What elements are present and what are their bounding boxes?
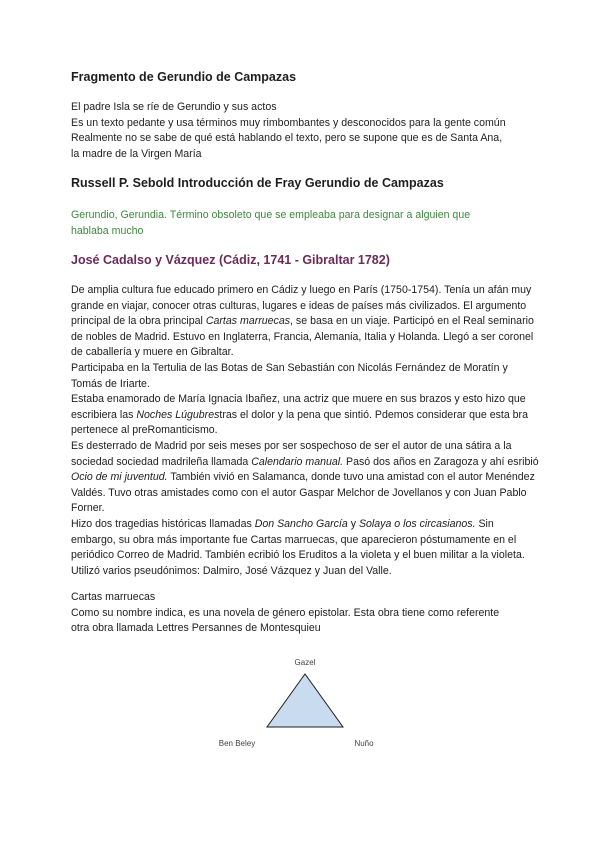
section4-line: Como su nombre indica, es una novela de género epistolar. Esta obra tiene como referente (71, 606, 500, 619)
bio-text: Pasó dos años en Zaragoza y ahí esribió (343, 455, 539, 468)
section4-title: Cartas marruecas (71, 591, 156, 603)
diagram-label-right: Nuño (354, 739, 374, 748)
section1-line: Realmente no se sabe de qué está hablando el texto, pero se supone que es de Santa Ana, (71, 132, 503, 145)
work-title: Don Sancho García (254, 517, 348, 530)
section1-title: Fragmento de Gerundio de Campazas (71, 70, 297, 84)
work-title: Solaya o los circasianos. (358, 517, 476, 530)
work-title: Ocio de mi juventud. (71, 471, 168, 484)
section1-line: Es un texto pedante y usa términos muy rimbombantes y desconocidos para la gente común (71, 116, 506, 129)
bio-text: De amplia cultura fue educado primero en Cádiz y luego en París (1750-1754). Tenía un afán muy grande en viajar, conocer otras culturas, lugares e ideas de países más civilizados. El argumento principal de la obra principal (71, 284, 532, 328)
bio-text: tras el dolor y la pena que sintió. Pdemos considerar que esta bra pertenece al preRomanticismo. (71, 408, 528, 437)
definition-line: Gerundio, Gerundia. Término obsoleto que se empleaba para designar a alguien que (71, 209, 471, 221)
bio-text: Hizo dos tragedias históricas llamadas (71, 517, 255, 530)
section1-line: El padre Isla se ríe de Gerundio y sus actos (71, 101, 277, 113)
bio-text: Sin embargo, su obra más importante fue Cartas marruecas, que aparecieron póstumamente en el periódico Correo de Madrid. También ecribió los Eruditos a la violeta y el buen militar a la violeta. (71, 517, 525, 562)
bio-text: , se basa en un viaje. Participó en el Real seminario de nobles de Madrid. Estuvo en Inglaterra, Francia, Alemania, Italia y Holanda. Llegó a ser coronel de caballería y muere en Gibraltar. (71, 315, 534, 359)
work-title: Calendario manual. (251, 455, 344, 468)
work-title: Noches Lúgubres (136, 408, 220, 421)
bio-text: También vivió en Salamanca, donde tuvo una amistad con el autor Menéndez Valdés. Tuvo otras amistades como con el autor Gaspar Melchor de Jovellanos y con Juan Pablo Forner. (71, 471, 535, 515)
section3-title: José Cadalso y Vázquez (Cádiz, 1741 - Gibraltar 1782) (71, 253, 390, 267)
bio-text: y (347, 517, 359, 530)
bio-text: Es desterrado de Madrid por seis meses por ser sospechoso de ser el autor de una sátira a la sociedad sociedad madrileña llamada (71, 439, 512, 468)
triangle-shape (267, 674, 343, 727)
diagram-label-left: Ben Beley (218, 739, 256, 748)
bio-text: Estaba enamorado de María Ignacia Ibañez, una actriz que muere en sus brazos y esto hizo que escribiera las (71, 393, 526, 421)
bio-text: Participaba en la Tertulia de las Botas de San Sebastián con Nicolás Fernández de Moratín y Tomás de Iriarte. (71, 361, 508, 390)
section1-line: la madre de la Virgen María (71, 147, 202, 160)
work-title: Cartas marruecas (205, 315, 291, 328)
section2-title: Russell P. Sebold Introducción de Fray Gerundio de Campazas (71, 176, 444, 190)
definition-line: hablaba mucho (71, 224, 144, 237)
diagram-label-top: Gazel (294, 658, 316, 667)
section4-line: otra obra llamada Lettres Persannes de Montesquieu (71, 622, 321, 635)
bio-text: Utilizó varios pseudónimos: Dalmiro, José Vázquez y Juan del Valle. (71, 564, 392, 577)
